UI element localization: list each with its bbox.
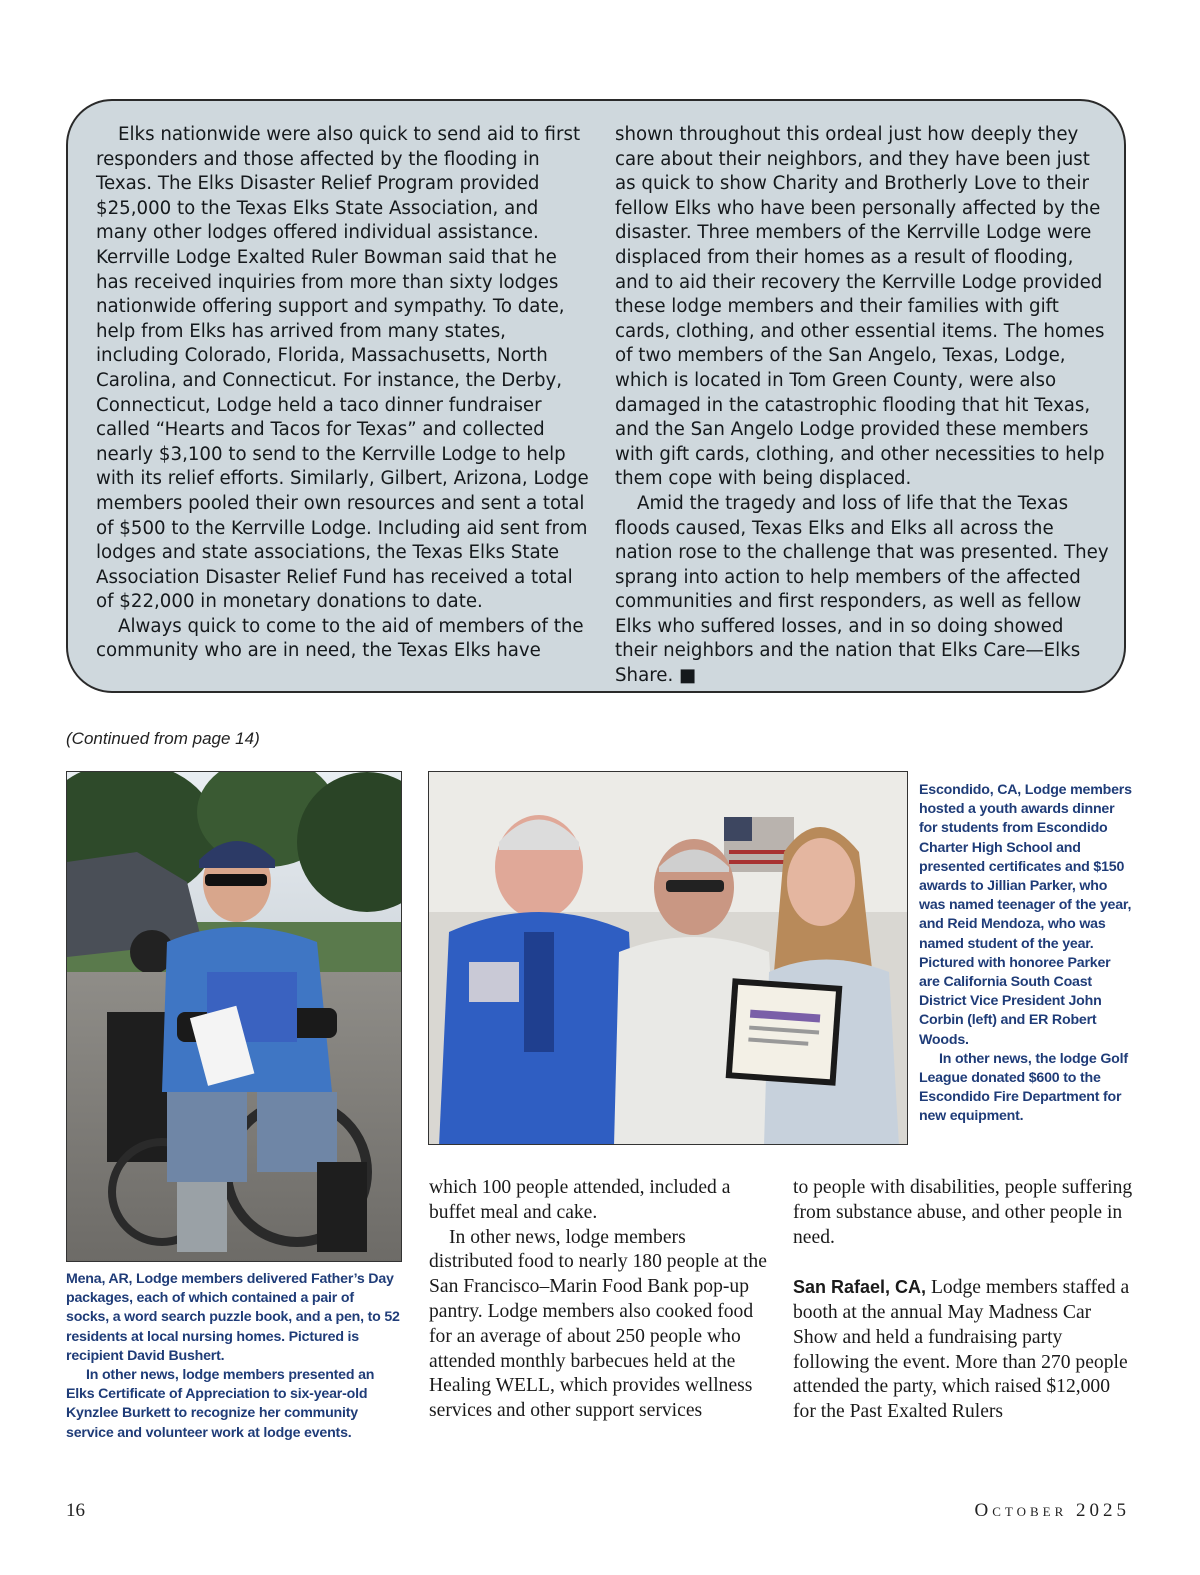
body-paragraph: to people with disabilities, people suffering from substance abuse, and other people in need. xyxy=(793,1177,1133,1248)
body-middle-column xyxy=(429,1176,769,1424)
issue-date: October 2025 xyxy=(974,1500,1130,1521)
continued-note: (Continued from page 14) xyxy=(66,729,260,748)
sidebar-left-column xyxy=(96,123,592,664)
mena-photo xyxy=(66,771,402,1262)
caption-place: Escondido, CA, xyxy=(919,782,1022,798)
escondido-caption xyxy=(919,781,1133,1127)
sidebar-right-column xyxy=(615,123,1111,689)
body-paragraph: which 100 people attended, included a buffet meal and cake. xyxy=(429,1177,731,1223)
sidebar-box xyxy=(66,99,1126,693)
body-place: San Rafael, CA, xyxy=(793,1277,927,1298)
page-number: 16 xyxy=(66,1500,85,1521)
caption-text: Lodge members hosted a youth awards dinner for students from Escondido Charter High School and presented certificates and $150 awards to Jillian Parker, who was named teenager of the year, and Reid Mendoza, who was named student of the year. Pictured with honoree Parker are California South Coast District Vice President John Corbin (left) and ER Robert Woods. xyxy=(919,782,1132,1048)
escondido-photo xyxy=(428,771,908,1145)
wheelchair-photo xyxy=(67,772,402,1262)
caption-text: In other news, lodge members presented an Elks Certificate of Appreciation to six-year-old Kynzlee Burkett to recognize her community service and volunteer work at lodge events. xyxy=(66,1367,375,1441)
mena-caption xyxy=(66,1270,400,1443)
sidebar-paragraph: shown throughout this ordeal just how deeply they care about their neighbors, and they have been just as quick to show Charity and Brotherly Love to their fellow Elks who have been personally affected by the disaster. Three members of the Kerrville Lodge were displaced from their homes as a result of flooding, and to aid their recovery the Kerrville Lodge provided these lodge members and their families with gift cards, clothing, and other essential items. The homes of two members of the San Angelo, Texas, Lodge, which is located in Tom Green County, were also damaged in the catastrophic flooding that hit Texas, and the San Angelo Lodge provided these members with gift cards, clothing, and other necessities to help them cope with being displaced. xyxy=(615,124,1105,490)
sidebar-paragraph: Amid the tragedy and loss of life that the Texas floods caused, Texas Elks and Elks all across the nation rose to the challenge that was presented. They sprang into action to help members of the affected communities and first responders, as well as fellow Elks who suffered losses, and in so doing showed their neighbors and the nation that Elks Care—Elks Share. ■ xyxy=(615,492,1109,687)
caption-text: Lodge members delivered Father’s Day packages, each of which contained a pair of socks, a word search puzzle book, and a pen, to 52 residents at local nursing homes. Pictured is recipient David Bushert. xyxy=(66,1271,400,1364)
sidebar-paragraph: Elks nationwide were also quick to send aid to first responders and those affected by the flooding in Texas. The Elks Disaster Relief Program provided $25,000 to the Texas Elks State Association, and many other lodges offered individual assistance. Kerrville Lodge Exalted Ruler Bowman said that he has received inquiries from more than sixty lodges nationwide offering support and sympathy. To date, help from Elks has arrived from many states, including Colorado, Florida, Massachusetts, North Carolina, and Connecticut. For instance, the Derby, Connecticut, Lodge held a taco dinner fundraiser called “Hearts and Tacos for Texas” and collected nearly $3,100 to send to the Kerrville Lodge to help with its relief efforts. Similarly, Gilbert, Arizona, Lodge members pooled their own resources and sent a total of $500 to the Kerrville Lodge. Including aid sent from lodges and state associations, the Texas Elks State Association Disaster Relief Fund has received a total of $22,000 in monetary donations to date. xyxy=(96,124,589,613)
body-paragraph: Lodge members staffed a booth at the annual May Madness Car Show and held a fundraising party following the event. More than 270 people attended the party, which raised $12,000 for the Past Exalted Rulers xyxy=(793,1277,1130,1423)
award-certificate-photo xyxy=(429,772,908,1145)
caption-text: In other news, the lodge Golf League donated $600 to the Escondido Fire Department for new equipment. xyxy=(919,1050,1128,1125)
body-paragraph: In other news, lodge members distributed food to nearly 180 people at the San Francisco–Marin Food Bank pop-up pantry. Lodge members also cooked food for an average of about 250 people who attended monthly barbecues held at the Healing WELL, which provides wellness services and other support services xyxy=(429,1226,767,1422)
caption-place: Mena, AR, xyxy=(66,1271,133,1287)
sidebar-paragraph: Always quick to come to the aid of members of the community who are in need, the Texas Elks have xyxy=(96,615,584,662)
body-right-column xyxy=(793,1176,1133,1425)
